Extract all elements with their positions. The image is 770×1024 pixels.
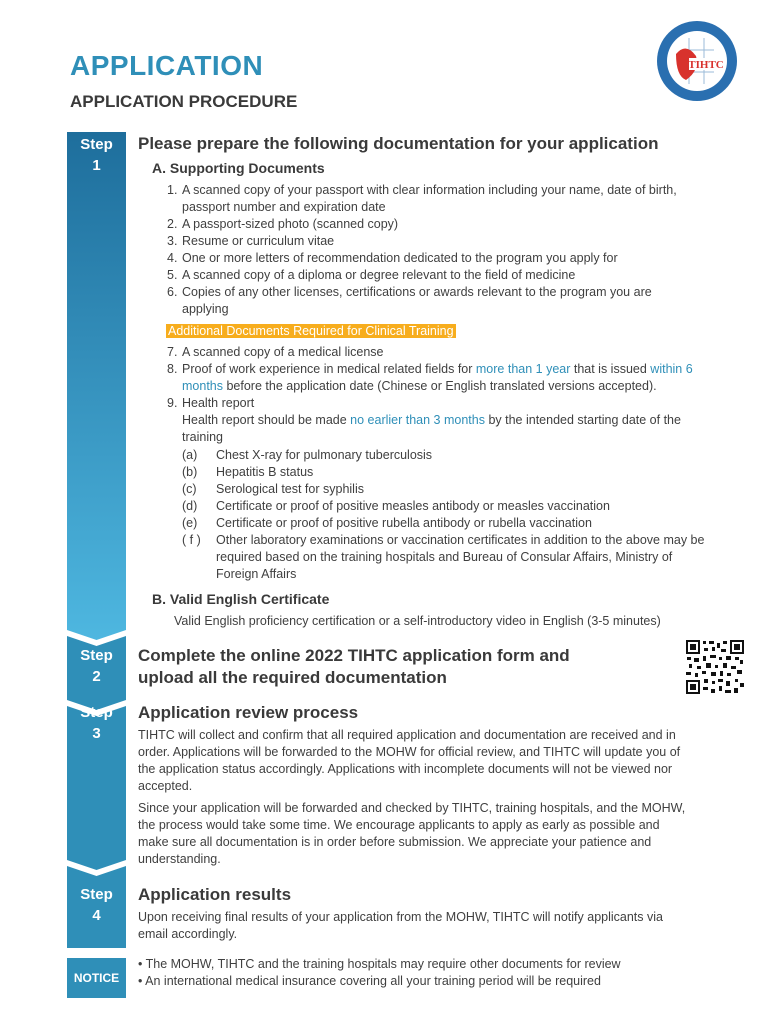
additional-documents-label: Additional Documents Required for Clinical Training [168, 324, 454, 338]
list-item: • An international medical insurance covering all your training period will be required [138, 974, 601, 988]
list-item: Foreign Affairs [216, 567, 297, 581]
step-2-heading: Complete the online 2022 TIHTC application form and upload all the required documentation [138, 646, 570, 687]
logo-text: TIHTC [688, 59, 724, 71]
list-item: • The MOHW, TIHTC and the training hospitals may require other documents for review [138, 957, 621, 971]
step-1-label: Step 1 [80, 136, 113, 174]
section-b-heading: B. Valid English Certificate [152, 591, 330, 607]
clinical-documents-list [167, 344, 767, 446]
list-item: training [182, 430, 223, 444]
list-item: 4. One or more letters of recommendation dedicated to the program you apply for [167, 251, 618, 265]
step-3-paragraph-2: Since your application will be forwarded and checked by TIHTC, training hospitals, and the MOHW, the process would take some time. We encourage applicants to apply as early as possible and make sure all documentation is in order before submission. We appreciate your patience and understanding. [138, 801, 686, 866]
step-4-label: Step 4 [80, 886, 113, 924]
list-item: 6. Copies of any other licenses, certifications or awards relevant to the program you are [167, 285, 652, 299]
notice-list [138, 956, 768, 990]
list-item: ( f ) Other laboratory examinations or vaccination certificates in addition to the above may be [182, 533, 705, 547]
step-4-paragraph: Upon receiving final results of your application from the MOHW, TIHTC will notify applicants via email accordingly. [138, 910, 663, 941]
supporting-documents-list [167, 182, 767, 318]
step-3-heading: Application review process [138, 703, 359, 722]
list-item: 1. A scanned copy of your passport with clear information including your name, date of birth, [167, 183, 677, 197]
list-item: (a) Chest X-ray for pulmonary tuberculosis [182, 448, 433, 462]
tihtc-logo [656, 20, 738, 102]
list-item: Health report should be made no earlier than 3 months by the intended starting date of the [182, 413, 681, 427]
notice-badge: NOTICE [67, 958, 126, 998]
section-b-text: Valid English proficiency certification or a self-introductory video in English (3-5 minutes) [174, 614, 661, 628]
list-item: applying [182, 302, 229, 316]
list-item: 9. Health report [167, 396, 255, 410]
qr-code-icon [685, 639, 745, 695]
list-item: 5. A scanned copy of a diploma or degree relevant to the field of medicine [167, 268, 576, 282]
list-item: required based on the training hospitals and Bureau of Consular Affairs, Ministry of [216, 550, 673, 564]
step-3-paragraph-1: TIHTC will collect and confirm that all required application and documentation are received and in order. Applications will be forwarded to the MOHW for official review, and TIHTC will update you of the application status accordingly. Applications with incomplete documents will not be viewed nor accepted. [138, 728, 681, 793]
step-progress-bar [67, 132, 126, 952]
list-item: 8. Proof of work experience in medical related fields for more than 1 year that is issued within 6 [167, 362, 693, 376]
list-item: 2. A passport-sized photo (scanned copy) [167, 217, 399, 231]
list-item: months before the application date (Chinese or English translated versions accepted). [182, 379, 657, 393]
section-a-heading: A. Supporting Documents [152, 160, 325, 176]
step-2-label: Step 2 [80, 647, 113, 685]
step-4-heading: Application results [138, 885, 292, 904]
health-report-list [182, 447, 767, 583]
page-title: APPLICATION [70, 50, 264, 81]
list-item: passport number and expiration date [182, 200, 386, 214]
step-3-label: Step 3 [80, 704, 113, 742]
list-item: 7. A scanned copy of a medical license [167, 345, 384, 359]
page-subtitle: APPLICATION PROCEDURE [70, 92, 298, 111]
step-1-heading: Please prepare the following documentation for your application [138, 134, 659, 153]
list-item: 3. Resume or curriculum vitae [167, 234, 335, 248]
list-item: (e) Certificate or proof of positive rubella antibody or rubella vaccination [182, 516, 592, 530]
list-item: (d) Certificate or proof of positive measles antibody or measles vaccination [182, 499, 610, 513]
list-item: (c) Serological test for syphilis [182, 482, 364, 496]
list-item: (b) Hepatitis B status [182, 465, 314, 479]
